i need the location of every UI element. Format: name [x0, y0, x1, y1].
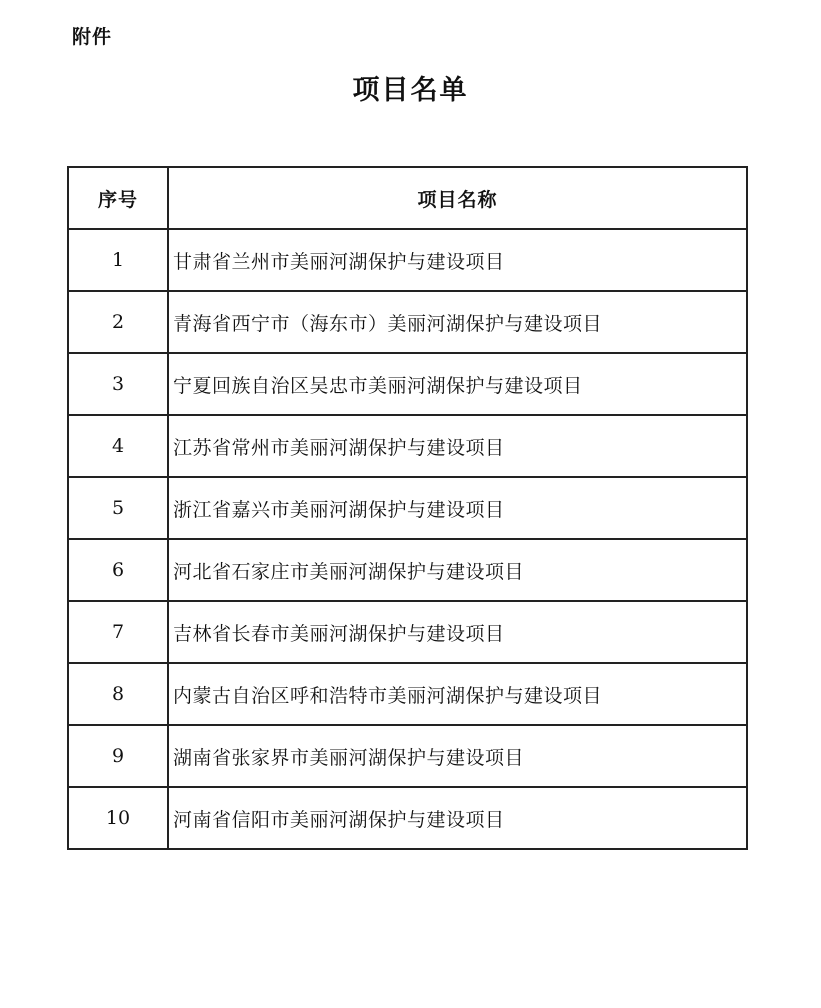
row-number: 9 [68, 725, 168, 787]
project-name: 内蒙古自治区呼和浩特市美丽河湖保护与建设项目 [168, 663, 747, 725]
project-list-table [67, 166, 748, 850]
table-row [68, 539, 747, 601]
row-number: 3 [68, 353, 168, 415]
row-number: 1 [68, 229, 168, 291]
attachment-label: 附件 [72, 26, 113, 48]
table-row [68, 601, 747, 663]
project-name: 湖南省张家界市美丽河湖保护与建设项目 [168, 725, 747, 787]
table-header-row [68, 167, 747, 229]
table-row [68, 353, 747, 415]
project-name: 江苏省常州市美丽河湖保护与建设项目 [168, 415, 747, 477]
row-number: 8 [68, 663, 168, 725]
row-number: 4 [68, 415, 168, 477]
row-number: 2 [68, 291, 168, 353]
table-row [68, 663, 747, 725]
project-name: 宁夏回族自治区吴忠市美丽河湖保护与建设项目 [168, 353, 747, 415]
column-header-no: 序号 [68, 167, 168, 229]
table-row [68, 787, 747, 849]
row-number: 7 [68, 601, 168, 663]
document-title: 项目名单 [352, 75, 469, 106]
row-number: 10 [68, 787, 168, 849]
table-row [68, 291, 747, 353]
project-name: 河北省石家庄市美丽河湖保护与建设项目 [168, 539, 747, 601]
project-name: 青海省西宁市（海东市）美丽河湖保护与建设项目 [168, 291, 747, 353]
project-name: 浙江省嘉兴市美丽河湖保护与建设项目 [168, 477, 747, 539]
row-number: 5 [68, 477, 168, 539]
table-row [68, 415, 747, 477]
table-row [68, 477, 747, 539]
table-row [68, 229, 747, 291]
project-name: 河南省信阳市美丽河湖保护与建设项目 [168, 787, 747, 849]
table-row [68, 725, 747, 787]
column-header-name: 项目名称 [168, 167, 747, 229]
project-name: 吉林省长春市美丽河湖保护与建设项目 [168, 601, 747, 663]
project-name: 甘肃省兰州市美丽河湖保护与建设项目 [168, 229, 747, 291]
row-number: 6 [68, 539, 168, 601]
